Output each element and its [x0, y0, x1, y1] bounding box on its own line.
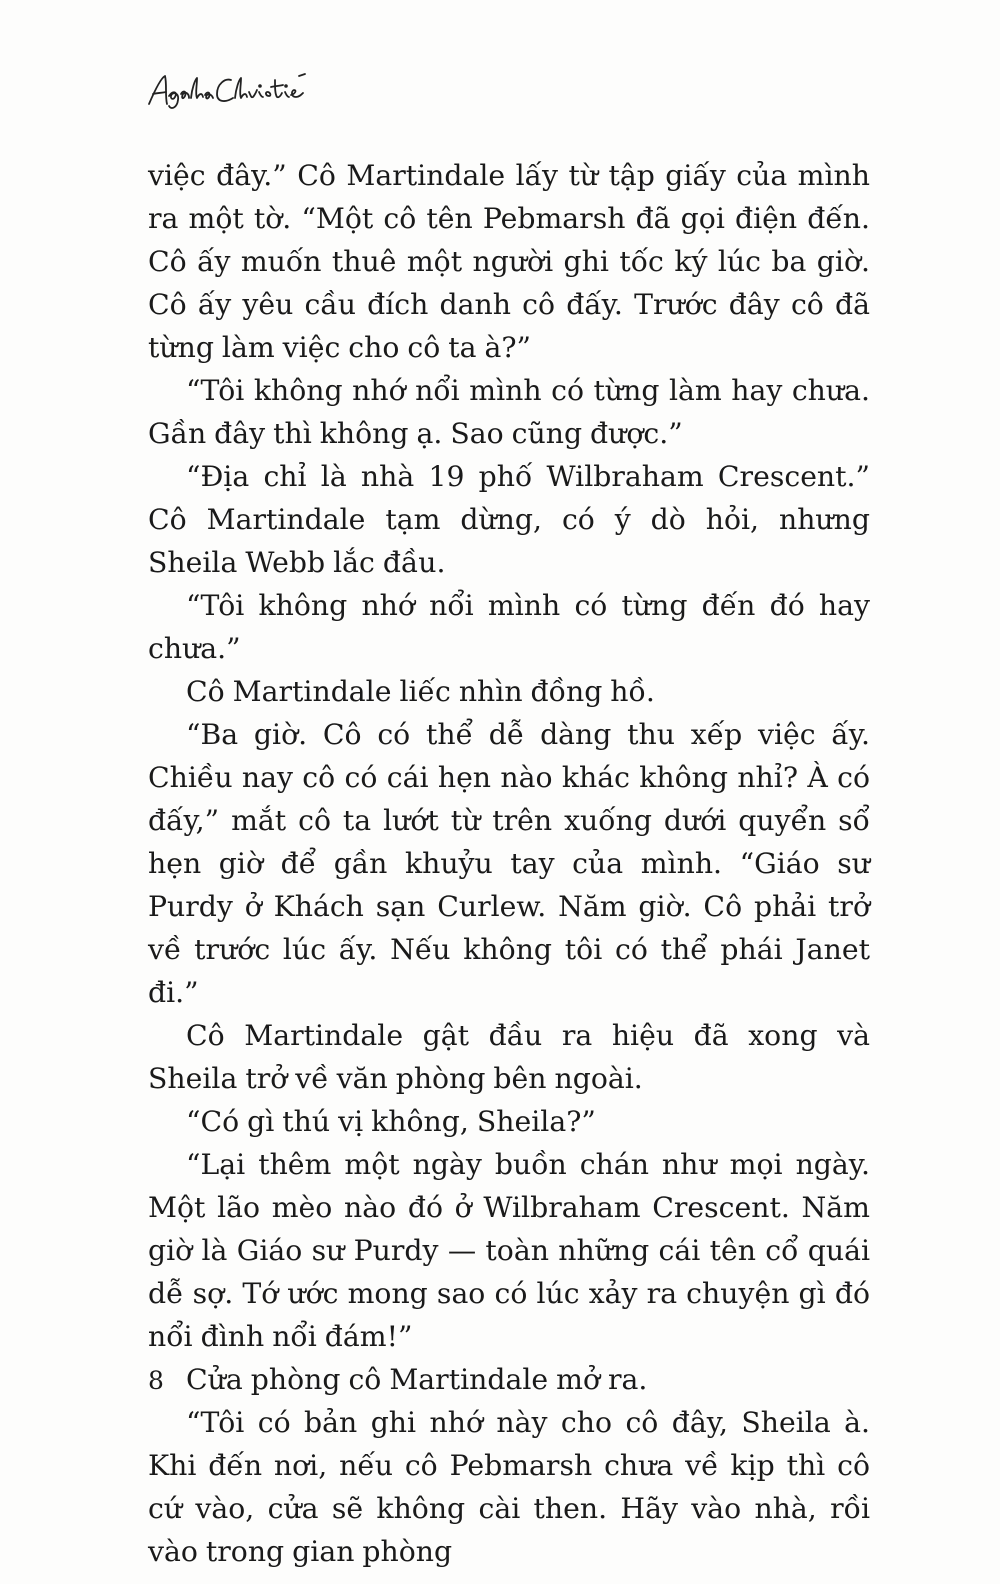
paragraph: “Tôi có bản ghi nhớ này cho cô đây, Sheila à. Khi đến nơi, nếu cô Pebmarsh chưa về kịp thì cô cứ vào, cửa sẽ không cài then. Hãy vào nhà, rồi vào trong gian phòng	[148, 1406, 870, 1568]
paragraph: Cô Martindale liếc nhìn đồng hồ.	[186, 675, 655, 708]
paragraph: “Tôi không nhớ nổi mình có từng đến đó hay chưa.”	[148, 589, 870, 665]
paragraph: “Lại thêm một ngày buồn chán như mọi ngày. Một lão mèo nào đó ở Wilbraham Crescent. Năm giờ là Giáo sư Purdy — toàn những cái tên cổ quái dễ sợ. Tớ ước mong sao có lúc xảy ra chuyện gì đó nổi đình nổi đám!”	[148, 1148, 870, 1353]
paragraph: việc đây.” Cô Martindale lấy từ tập giấy của mình ra một tờ. “Một cô tên Pebmarsh đã gọi điện đến. Cô ấy muốn thuê một người ghi tốc ký lúc ba giờ. Cô ấy yêu cầu đích danh cô đấy. Trước đây cô đã từng làm việc cho cô ta à?”	[148, 159, 870, 364]
page-number: 8	[148, 1366, 164, 1395]
signature-icon	[145, 70, 310, 110]
paragraph: Cô Martindale gật đầu ra hiệu đã xong và Sheila trở về văn phòng bên ngoài.	[148, 1019, 870, 1095]
author-signature	[145, 70, 310, 110]
paragraph: “Ba giờ. Cô có thể dễ dàng thu xếp việc ấy. Chiều nay cô có cái hẹn nào khác không nhỉ? À có đấy,” mắt cô ta lướt từ trên xuống dưới quyển sổ hẹn giờ để gần khuỷu tay của mình. “Giáo sư Purdy ở Khách sạn Curlew. Năm giờ. Cô phải trở về trước lúc ấy. Nếu không tôi có thể phái Janet đi.”	[148, 718, 870, 1009]
paragraph: “Có gì thú vị không, Sheila?”	[186, 1105, 596, 1138]
paragraph: “Tôi không nhớ nổi mình có từng làm hay chưa. Gần đây thì không ạ. Sao cũng được.”	[148, 374, 870, 450]
body-text	[148, 154, 870, 1573]
paragraph: Cửa phòng cô Martindale mở ra.	[186, 1363, 648, 1396]
paragraph: “Địa chỉ là nhà 19 phố Wilbraham Crescent.” Cô Martindale tạm dừng, có ý dò hỏi, nhưng Sheila Webb lắc đầu.	[148, 460, 870, 579]
